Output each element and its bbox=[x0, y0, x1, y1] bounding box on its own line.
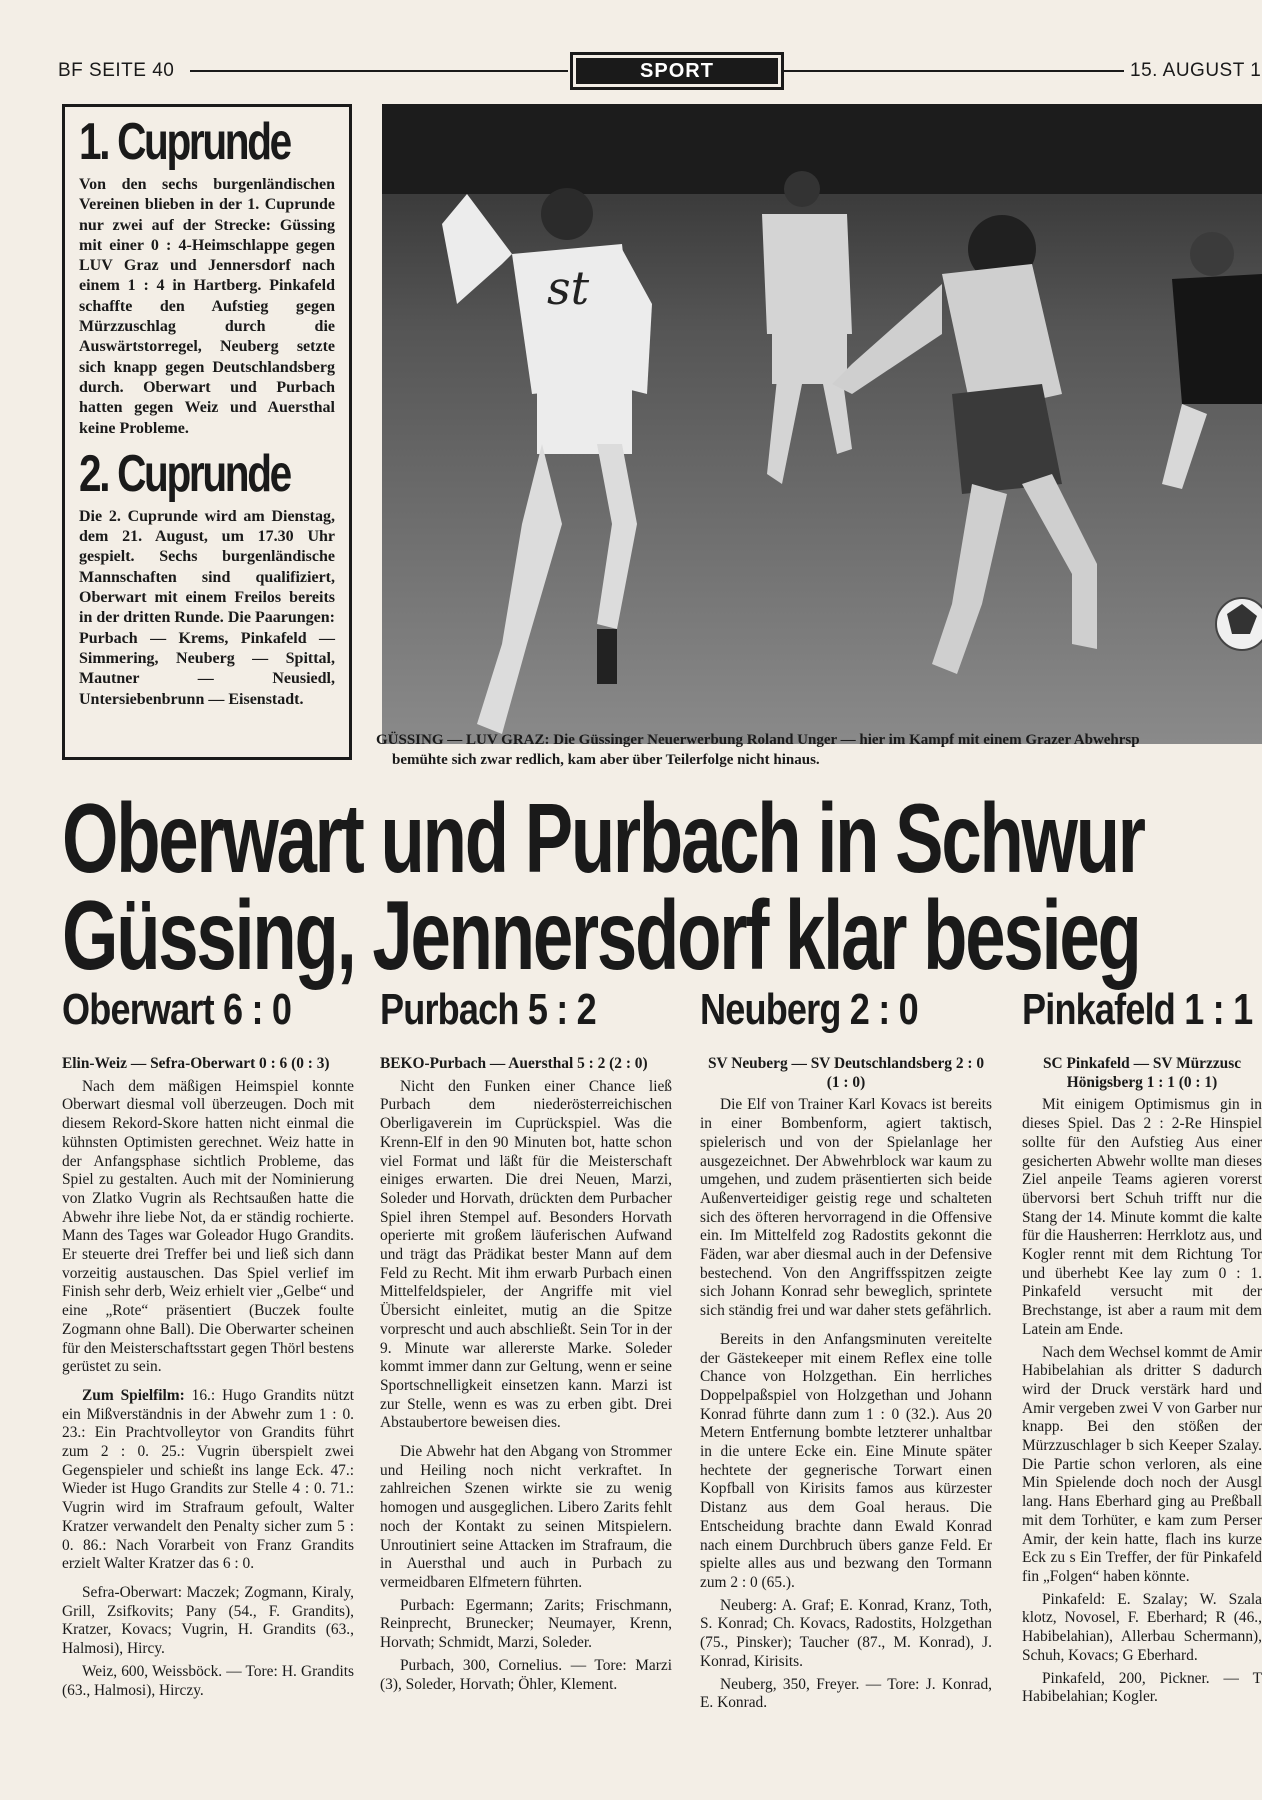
match-photo-image bbox=[382, 104, 1262, 744]
match-report-2: Die Abwehr hat den Abgang von Strommer und Heiling noch nicht verkraftet. In zahlreichen Szenen wirkte sie zu wenig homogen und ausgeglichen. Libero Zarits fehlt noch der Kontakt zu seinen Mitspielern. Unroutiniert seine Attacken im Strafraum, die in Auersthal und auch in Purbach zu vermeidbaren Elfmetern führten. bbox=[380, 1443, 672, 1591]
shirt-logo: st bbox=[547, 261, 590, 315]
match-report-2: Bereits in den Anfangsminuten vereitelte der Gästekeeper mit einem Reflex eine tolle Chance von Holzgethan. Ein herrliches Doppelpaßspiel von Holzgethan und Johann Konrad führte dann zum 1 : 0 (32.). Aus 20 Metern Entfernung bombte letzterer unhaltbar in die untere Ecke ein. Eine Minute später hechtete der gegnerische Torwart einen Kopfball von Kirisits famos aus kürzester Distanz aus dem Goal heraus. Die Entscheidung brachte dann Ewald Konrad nach einem Durchbruch übers ganze Feld. Er spielte alles aus und bezwang den Tormann zum 2 : 0 (65.). bbox=[700, 1330, 992, 1591]
issue-date: 15. AUGUST 1 bbox=[1130, 60, 1262, 81]
column-pinkafeld bbox=[1022, 985, 1262, 1785]
match-report: Nicht den Funken einer Chance ließ Purbach dem niederösterreichischen Oberligaverein im Cuprückspiel. Was die Krenn-Elf in den 90 Minuten bot, hatte schon viel Format und läßt für die Meisterschaft einiges erwarten. Die drei Neuen, Marzi, Soleder und Horvath, drückten dem Purbacher Spiel ihren Stempel auf. Besonders Horvath operierte mit großem läuferischen Aufwand und trägt das Prädikat bester Mann auf dem Feld zu Recht. Mit ihm erwarb Purbach einen Mittelfeldspieler, der Angriffe mit viel Übersicht einleitet, mutig an die Spitze vorprescht und auch abschließt. Sein Tor in der 9. Minute war allererste Marke. Soleder kommt immer dann zur Geltung, wenn er seine Sportschnelligkeit einsetzen kann. Marzi ist zur Stelle, wenn es was zu erben gibt. Drei Abstaubertore beweisen dies. bbox=[380, 1077, 672, 1432]
headline-line2: Güssing, Jennersdorf klar besieg bbox=[62, 880, 1140, 990]
column-title: Pinkafeld 1 : 1 bbox=[1022, 985, 1253, 1034]
match-report: Nach dem mäßigen Heimspiel konnte Oberwart diesmal voll überzeugen. Doch mit diesem Rekord-Skore hatten nicht einmal die kühnsten Optimisten gerechnet. Weiz hatte in der Anfangsphase sichtlich Probleme, das Spiel zu gestalten. Auch mit der Nominierung von Zlatko Vugrin als Rechtsaußen hatte die Abwehr ihre liebe Not, da er ständig rochierte. Mann des Tages war Goleador Hugo Grandits. Er steuerte drei Treffer bei und ließ sich dann vorzeitig austauschen. Das Spiel verlief im Finish sehr derb, Weiz erhielt vier „Gelbe“ und eine „Rote“ präsentiert (Buczek foulte Zogmann ohne Ball). Die Oberwarter scheinen für den Meisterschaftsstart gegen Thörl bestens gerüstet zu sein. bbox=[62, 1077, 354, 1376]
section-label: SPORT bbox=[640, 59, 714, 82]
match-timeline bbox=[62, 1387, 354, 1574]
cup-round-1-text: Von den sechs burgenländischen Vereinen blieben in der 1. Cuprunde nur zwei auf der Strecke: Güssing mit einer 0 : 4-Heimschlappe gegen LUV Graz und Jennersdorf nach einem 1 : 4 in Hartberg. Pinkafeld schaffte den Aufstieg gegen Mürzzuschlag durch die Auswärtstorregel, Neuberg setzte sich knapp gegen Deutschlandsberg durch. Oberwart und Purbach hatten gegen Weiz und Auersthal keine Probleme. bbox=[79, 176, 335, 437]
column-purbach bbox=[380, 985, 672, 1698]
column-title: Oberwart 6 : 0 bbox=[62, 985, 292, 1034]
photo-caption-line2: bemühte sich zwar redlich, kam aber über Teilerfolge nicht hinaus. bbox=[392, 752, 820, 768]
lineup: Neuberg: A. Graf; E. Konrad, Kranz, Toth, S. Konrad; Ch. Kovacs, Radostits, Holzgethan (75., Pinsker); Taucher (87., M. Konrad), J. Konrad, Kirisits. bbox=[700, 1596, 992, 1670]
cup-round-2-text: Die 2. Cuprunde wird am Dienstag, dem 21. August, um 17.30 Uhr gespielt. Sechs burgenländische Mannschaften sind qualifiziert, Oberwart mit einem Freilos bereits in der dritten Runde. Die Paarungen: Purbach — Krems, Pinkafeld — Simmering, Neuberg — Spittal, Mautner — Neusiedl, Untersiebenbrunn — Eisenstadt. bbox=[79, 507, 335, 708]
header-rule-right bbox=[782, 70, 1124, 72]
match-line: SV Neuberg — SV Deutschlandsberg 2 : 0 (1 : 0) bbox=[707, 1055, 985, 1091]
header-rule-left bbox=[190, 70, 568, 72]
match-line: SC Pinkafeld — SV Mürzzusc Hönigsberg 1 : 1 (0 : 1) bbox=[1042, 1055, 1242, 1091]
match-line: Elin-Weiz — Sefra-Oberwart 0 : 6 (0 : 3) bbox=[62, 1055, 330, 1072]
match-info: Weiz, 600, Weissböck. — Tore: H. Grandits (63., Halmosi), Hirczy. bbox=[62, 1662, 354, 1699]
timeline-text: 16.: Hugo Grandits nützt ein Mißverständnis in der Abwehr zum 1 : 0. 23.: Ein Prachtvolleytor von Grandits führt zum 2 : 0. 25.: Vugrin überspielt zwei Gegenspieler und schießt ins lange Eck. 47.: Wieder ist Hugo Grandits zur Stelle 4 : 0. 71.: Vugrin wird im Strafraum gefoult, Walter Kratzer verwandelt den Penalty sicher zum 5 : 0. 86.: Nach Vorarbeit von Franz Grandits erzielt Walter Kratzer das 6 : 0. bbox=[62, 1386, 354, 1573]
timeline-label: Zum Spielfilm: bbox=[82, 1386, 185, 1404]
page-number: BF SEITE 40 bbox=[58, 60, 175, 81]
match-report: Mit einigem Optimismus gin in dieses Spiel. Das 2 : 2-Re Hinspiel sollte für den Aufstieg Aus einer gesicherten Abwehr wollte man dieses Ziel anpeile Teams agieren vorerst übervorsi bert Schuh trifft nur die Stang der 14. Minute kommt die kalte für die Hausherren: Herrklotz aus, und Kogler rennt mit dem Richtung Tor und überhebt Kee lay zum 0 : 1. Pinkafeld versucht mit der Brechstange, ist aber a raum mit dem Latein am Ende. bbox=[1022, 1096, 1262, 1338]
lineup: Sefra-Oberwart: Maczek; Zogmann, Kiraly, Grill, Zsifkovits; Pany (54., F. Grandits), Kratzer, Kovacs; Vugrin, H. Grandits (63., Halmosi), Hircy. bbox=[62, 1583, 354, 1658]
match-info: Neuberg, 350, Freyer. — Tore: J. Konrad, E. Konrad. bbox=[700, 1675, 992, 1712]
cup-round-1-heading: 1. Cuprunde bbox=[79, 113, 290, 171]
headline-line1: Oberwart und Purbach in Schwur bbox=[62, 783, 1144, 893]
cup-round-box bbox=[62, 104, 352, 760]
match-info: Purbach, 300, Cornelius. — Tore: Marzi (3), Soleder, Horvath; Öhler, Klement. bbox=[380, 1656, 672, 1693]
column-oberwart bbox=[62, 985, 354, 1704]
match-info: Pinkafeld, 200, Pickner. — T Habibelahian; Kogler. bbox=[1022, 1669, 1262, 1706]
column-neuberg bbox=[700, 985, 992, 1717]
column-title: Purbach 5 : 2 bbox=[380, 985, 596, 1034]
lineup: Pinkafeld: E. Szalay; W. Szala klotz, Novosel, F. Eberhard; R (46., Habibelahian), Allerbau Schermann), Schuh, Kovacs; G Eberhard. bbox=[1022, 1590, 1262, 1664]
column-title: Neuberg 2 : 0 bbox=[700, 985, 918, 1034]
match-line: BEKO-Purbach — Auersthal 5 : 2 (2 : 0) bbox=[380, 1055, 648, 1072]
lineup: Purbach: Egermann; Zarits; Frischmann, Reinprecht, Brunecker; Neumayer, Krenn, Horvath; Schmidt, Marzi, Soleder. bbox=[380, 1596, 672, 1652]
match-report: Die Elf von Trainer Karl Kovacs ist bereits in einer Bombenform, agiert taktisch, spielerisch und von der Spielanlage her ausgezeichnet. Der Abwehrblock war kaum zu umgehen, und zudem präsentierten sich beide Außenverteidiger geistig rege und schalteten sich des öfteren hervorragend in die Offensive ein. Im Mittelfeld zog Radostits gekonnt die Fäden, war aber diesmal auch in der Defensive bestechend. Von den Angriffsspitzen zeigte sich Johann Konrad sehr beweglich, sprintete sich ständig frei und war daher stets gefährlich. bbox=[700, 1096, 992, 1320]
cup-round-2-heading: 2. Cuprunde bbox=[79, 444, 290, 503]
match-photo bbox=[382, 104, 1262, 744]
section-label-box bbox=[570, 52, 784, 90]
match-report-2: Nach dem Wechsel kommt de Amir Habibelahian als dritter S dadurch wird der Druck verstärk hard und Amir vergeben zwei V von Garber nur knapp. Bei den stößen der Mürzzuschlager b sich Keeper Szalay. Die Partie schon verloren, als eine Min Spielende doch noch der Ausgl lang. Hans Eberhard ging au Preßball mit dem Torhüter, e kam zum Perser Amir, der kein hatte, flach ins kurze Eck zu s Ein Treffer, der für Pinkafeld fin „Folgen“ haben könnte. bbox=[1022, 1343, 1262, 1585]
photo-caption-line1: GÜSSING — LUV GRAZ: Die Güssinger Neuerwerbung Roland Unger — hier im Kampf mit einem Grazer Abwehrsp bbox=[376, 732, 1140, 748]
